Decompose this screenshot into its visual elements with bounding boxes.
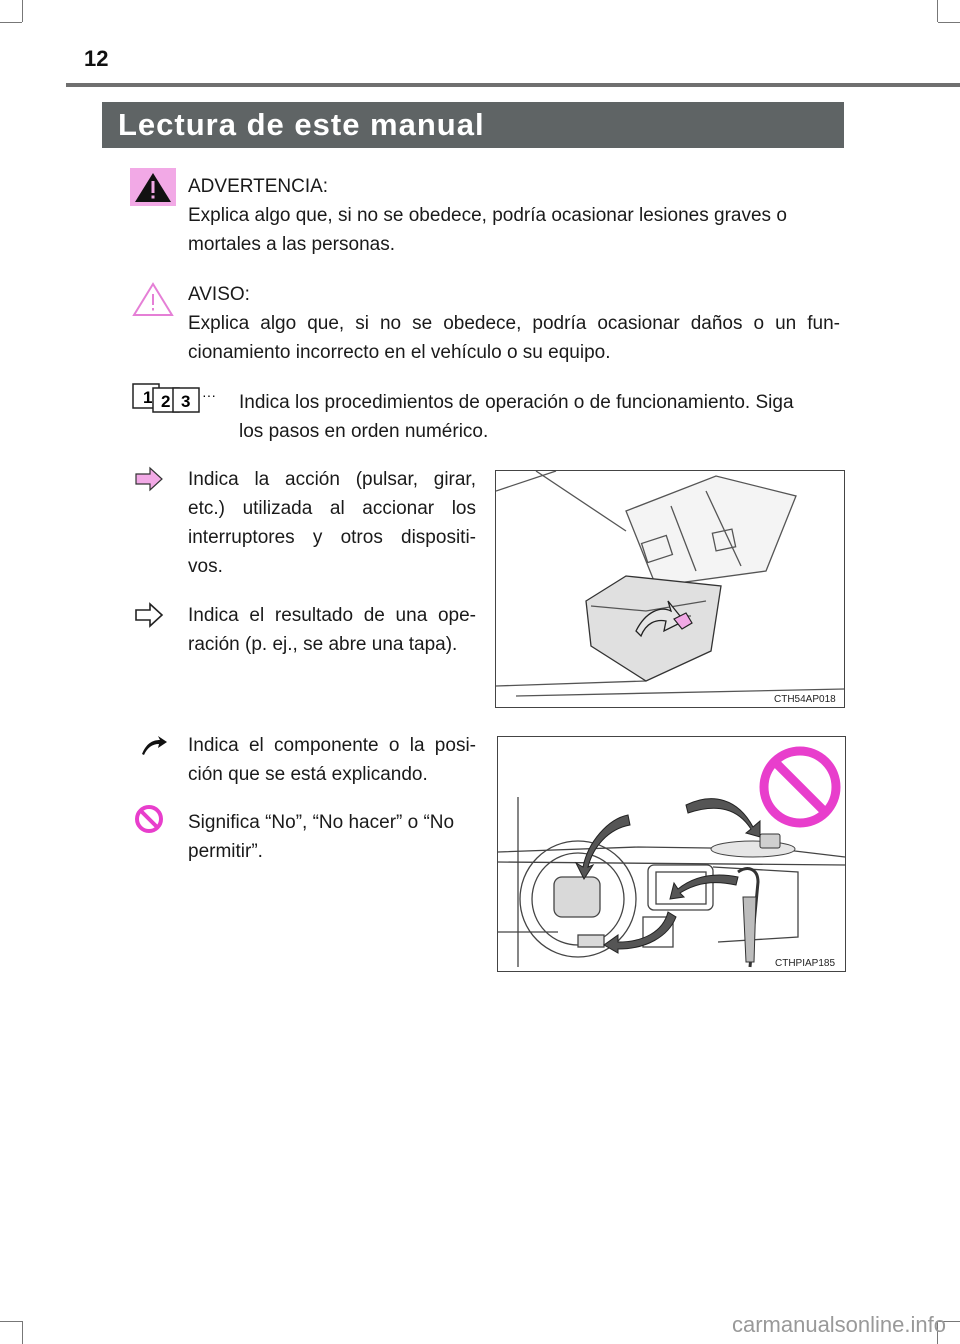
component-block (188, 731, 476, 789)
action-text: Indica la acción (pulsar, girar, (188, 469, 476, 490)
page-number: 12 (84, 46, 109, 71)
warning-heading: ADVERTENCIA: (188, 176, 329, 197)
ellipsis: ··· (202, 387, 216, 403)
step-number: 1 (143, 388, 153, 407)
steps-text: los pasos en orden numérico. (239, 421, 489, 442)
step-number: 2 (161, 392, 171, 411)
prohibited-block (188, 808, 480, 866)
dashboard-illustration (498, 737, 845, 971)
figure-code: CTH54AP018 (774, 694, 836, 705)
notice-block (188, 280, 840, 367)
crop-mark (937, 0, 938, 22)
result-text: Indica el resultado de una ope- (188, 605, 476, 626)
filled-arrow-right-icon (134, 466, 164, 492)
figure-dashboard (497, 736, 846, 972)
watermark: carmanualsonline.info (731, 1312, 946, 1337)
crop-mark (0, 22, 22, 23)
steps-block (239, 388, 841, 446)
prohibited-text: Significa “No”, “No hacer” o “No (188, 812, 455, 833)
warning-triangle-outline-icon (130, 280, 176, 318)
action-text: etc.) utilizada al accionar los (188, 498, 476, 519)
overhead-console-illustration (496, 471, 844, 707)
step-number: 3 (181, 392, 191, 411)
notice-text: Explica algo que, si no se obedece, podría ocasionar daños o un fun- (188, 313, 840, 334)
crop-mark (22, 0, 23, 22)
result-text: ración (p. ej., se abre una tapa). (188, 634, 458, 655)
figure-overhead-console (495, 470, 845, 708)
component-text: ción que se está explicando. (188, 764, 428, 785)
warning-text: Explica algo que, si no se obedece, podría ocasionar lesiones graves o (188, 205, 787, 226)
notice-text: cionamiento incorrecto en el vehículo o su equipo. (188, 342, 611, 363)
step-numbers-icon (132, 380, 224, 414)
notice-heading: AVISO: (188, 284, 250, 305)
action-block (188, 465, 476, 581)
result-block (188, 601, 476, 659)
warning-text: mortales a las personas. (188, 234, 395, 255)
warning-block (188, 172, 840, 259)
action-text: interruptores y otros dispositi- (188, 527, 476, 548)
prohibition-icon (134, 804, 164, 834)
crop-mark (0, 1321, 22, 1322)
crop-mark (938, 22, 960, 23)
prohibited-text: permitir”. (188, 841, 263, 862)
warning-triangle-filled-icon (130, 168, 176, 206)
page-title: Lectura de este manual (102, 102, 844, 148)
component-text: Indica el componente o la posi- (188, 735, 476, 756)
figure-code: CTHPIAP185 (775, 958, 836, 969)
outline-arrow-right-icon (134, 602, 164, 628)
top-rule (66, 83, 960, 87)
curved-pointer-arrow-icon (140, 734, 168, 756)
action-text: vos. (188, 556, 223, 577)
crop-mark (22, 1321, 23, 1344)
steps-text: Indica los procedimientos de operación o de funcionamiento. Siga (239, 392, 794, 413)
